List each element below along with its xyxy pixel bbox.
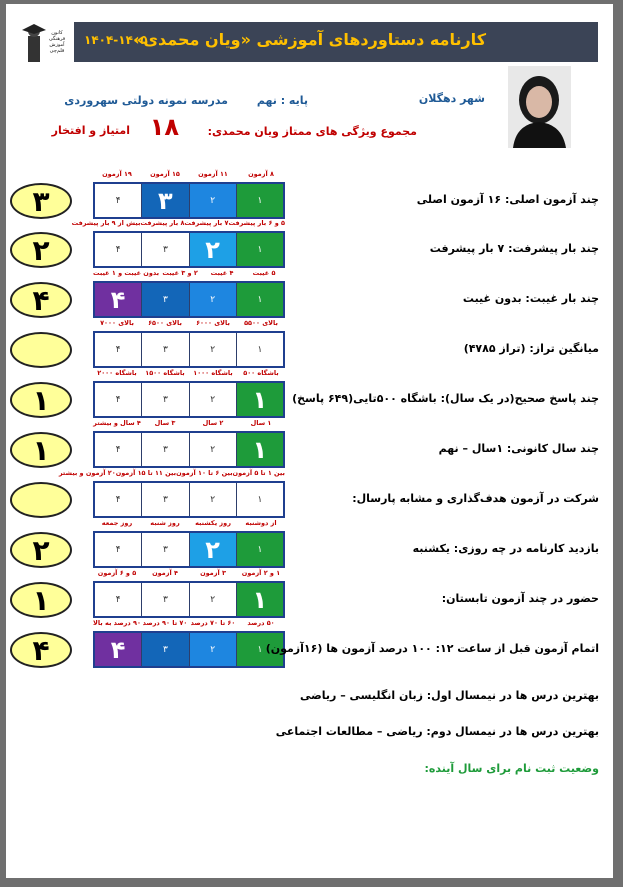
row-question: چند سال کانونی: ۱سال – نهم xyxy=(438,442,599,455)
row-header-label: ۸ بار پیشرفت xyxy=(140,219,185,227)
row-headers xyxy=(58,469,285,481)
row-header-label: ۵۰ درصد xyxy=(247,619,275,627)
row-header-label: بدون غیبت و ۱ غیبت xyxy=(92,269,160,277)
school-name: مدرسه نمونه دولتی سهروردی xyxy=(64,94,228,107)
row-header-label: بین ۶ تا ۱۰ آزمون xyxy=(176,469,233,477)
total-score: ۱۸ xyxy=(149,113,179,141)
row-header-label: باشگاه ۱۰۰۰ xyxy=(193,369,233,377)
row-headers xyxy=(93,419,285,431)
row-header-label: ۱۵ آزمون xyxy=(150,170,180,178)
row-header-label: از دوشنبه xyxy=(245,519,277,527)
score-cell: ۲ xyxy=(189,383,236,416)
row-question: میانگین تراز: (تراز ۴۷۸۵) xyxy=(463,342,599,355)
score-cell: ۳ xyxy=(141,633,188,666)
score-grid xyxy=(93,531,285,568)
score-cell: ۱ xyxy=(236,233,283,266)
score-cell: ۴ xyxy=(95,633,141,666)
row-header-label: ۷۰ تا ۹۰ درصد xyxy=(142,619,188,627)
row-header-label: روز یکشنبه xyxy=(195,519,231,527)
row-score-badge: ۴ xyxy=(10,632,72,668)
score-cell: ۳ xyxy=(141,233,188,266)
row-header-label: ۲ سال xyxy=(202,419,224,427)
score-cell: ۲ xyxy=(189,433,236,466)
row-header-label: باشگاه ۱۵۰۰ xyxy=(145,369,185,377)
score-grid xyxy=(93,481,285,518)
row-question: چند بار غیبت: بدون غیبت xyxy=(462,292,599,305)
institute-logo xyxy=(20,22,68,64)
row-header-label: باشگاه ۵۰۰ xyxy=(243,369,279,377)
score-cell: ۴ xyxy=(95,333,141,366)
row-question: چند آزمون اصلی: ۱۶ آزمون اصلی xyxy=(416,193,599,206)
row-headers xyxy=(93,170,285,182)
score-cell: ۳ xyxy=(141,333,188,366)
row-header-label: ۸ آزمون xyxy=(248,170,274,178)
row-header-label: ۲۰ آزمون و بیشتر xyxy=(58,469,116,477)
row-headers xyxy=(93,269,285,281)
row-header-label: ۷ بار پیشرفت xyxy=(184,219,229,227)
row-score-badge: ۱ xyxy=(10,582,72,618)
city: شهر دهگلان xyxy=(418,92,485,105)
score-grid xyxy=(93,182,285,219)
row-header-label: ۱ و ۲ آزمون xyxy=(241,569,281,577)
score-grid xyxy=(93,581,285,618)
row-score-badge: ۴ xyxy=(10,282,72,318)
title-bar xyxy=(74,22,598,62)
score-grid xyxy=(93,281,285,318)
score-cell: ۲ xyxy=(189,483,236,516)
score-cell: ۴ xyxy=(95,483,141,516)
score-cell: ۲ xyxy=(189,533,236,566)
score-cell: ۱ xyxy=(236,333,283,366)
score-cell: ۲ xyxy=(189,283,236,316)
score-cell: ۴ xyxy=(95,283,141,316)
row-headers xyxy=(93,369,285,381)
score-grid xyxy=(93,631,285,668)
row-headers xyxy=(93,569,285,581)
score-cell: ۳ xyxy=(141,283,188,316)
row-question: اتمام آزمون قبل از ساعت ۱۲: ۱۰۰ درصد آزمون ها (۱۶آزمون) xyxy=(265,642,599,655)
score-cell: ۴ xyxy=(95,433,141,466)
row-header-label: ۵ و ۶ آزمون xyxy=(97,569,137,577)
row-header-label: روز جمعه xyxy=(101,519,133,527)
score-cell: ۲ xyxy=(189,184,236,217)
score-cell: ۱ xyxy=(236,633,283,666)
grade: پایه : نهم xyxy=(256,94,308,107)
row-question: چند پاسخ صحیح(در یک سال): باشگاه ۵۰۰تایی(۶۴۹ پاسخ) xyxy=(292,392,599,405)
row-header-label: ۴ غیبت xyxy=(210,269,234,277)
row-headers xyxy=(93,319,285,331)
row-header-label: ۴ سال و بیشتر xyxy=(93,419,141,427)
score-cell: ۱ xyxy=(236,184,283,217)
row-header-label: بین ۱۱ تا ۱۵ آزمون xyxy=(115,469,177,477)
report-title: کارنامه دستاوردهای آموزشی «ویان محمدی» xyxy=(133,30,486,49)
registration-status: وضعیت ثبت نام برای سال آینده: xyxy=(424,762,599,775)
row-header-label: ۶۰ تا ۷۰ درصد xyxy=(190,619,236,627)
total-unit: امتیاز و افتخار xyxy=(51,124,130,137)
row-header-label: بین ۱ تا ۵ آزمون xyxy=(232,469,285,477)
row-score-badge: ۱ xyxy=(10,382,72,418)
score-cell: ۳ xyxy=(141,583,188,616)
row-header-label: ۴ آزمون xyxy=(152,569,178,577)
row-score-badge: ۱ xyxy=(10,432,72,468)
row-header-label: بالای ۵۵۰۰ xyxy=(244,319,278,327)
row-header-label: ۱ سال xyxy=(250,419,272,427)
score-cell: ۳ xyxy=(141,383,188,416)
row-score-badge xyxy=(10,482,72,518)
student-photo xyxy=(508,66,571,148)
total-label: مجموع ویژگی های ممتاز ویان محمدی: xyxy=(207,125,417,138)
row-header-label: بالای ۶۵۰۰ xyxy=(148,319,182,327)
score-cell: ۱ xyxy=(236,533,283,566)
score-cell: ۳ xyxy=(141,433,188,466)
row-headers xyxy=(93,619,285,631)
score-cell: ۲ xyxy=(189,633,236,666)
row-headers xyxy=(71,219,285,231)
row-header-label: ۳ سال xyxy=(154,419,176,427)
score-cell: ۲ xyxy=(189,233,236,266)
score-cell: ۴ xyxy=(95,383,141,416)
row-header-label: ۵ غیبت xyxy=(252,269,276,277)
best-subjects-first-semester: بهترین درس ها در نیمسال اول: زبان انگلیسی – ریاضی xyxy=(300,689,599,702)
row-header-label: ۱۱ آزمون xyxy=(198,170,228,178)
score-cell: ۱ xyxy=(236,433,283,466)
row-header-label: ۹۰ درصد به بالا xyxy=(93,619,141,627)
row-header-label: باشگاه ۲۰۰۰ xyxy=(97,369,137,377)
row-header-label: بالای ۷۰۰۰ xyxy=(100,319,134,327)
row-question: چند بار پیشرفت: ۷ بار پیشرفت xyxy=(429,242,599,255)
score-cell: ۴ xyxy=(95,533,141,566)
score-cell: ۲ xyxy=(189,333,236,366)
score-cell: ۳ xyxy=(141,533,188,566)
score-cell: ۳ xyxy=(141,483,188,516)
score-grid xyxy=(93,331,285,368)
score-cell: ۴ xyxy=(95,583,141,616)
row-header-label: ۳ آزمون xyxy=(200,569,226,577)
row-header-label: ۱۹ آزمون xyxy=(102,170,132,178)
score-cell: ۱ xyxy=(236,383,283,416)
row-score-badge: ۳ xyxy=(10,183,72,219)
academic-year: ۱۴۰۴-۱۴۰۵ xyxy=(84,33,148,47)
score-cell: ۳ xyxy=(141,184,188,217)
row-question: بازدید کارنامه در چه روزی: یکشنبه xyxy=(412,542,599,555)
row-header-label: ۲ و ۳ غیبت xyxy=(162,269,198,277)
row-header-label: بیش از ۹ بار پیشرفت xyxy=(71,219,141,227)
row-header-label: بالای ۶۰۰۰ xyxy=(196,319,230,327)
score-grid xyxy=(93,431,285,468)
row-header-label: ۵ و ۶ بار پیشرفت xyxy=(228,219,285,227)
row-score-badge: ۲ xyxy=(10,532,72,568)
row-header-label: روز شنبه xyxy=(150,519,180,527)
row-question: حضور در چند آزمون تابستان: xyxy=(441,592,599,605)
row-headers xyxy=(93,519,285,531)
logo-text: کانون فرهنگی آموزش قلم‌چی xyxy=(48,30,66,54)
best-subjects-second-semester: بهترین درس ها در نیمسال دوم: ریاضی – مطالعات اجتماعی xyxy=(275,725,599,738)
score-cell: ۱ xyxy=(236,583,283,616)
score-cell: ۴ xyxy=(95,233,141,266)
row-score-badge: ۲ xyxy=(10,232,72,268)
score-cell: ۴ xyxy=(95,184,141,217)
score-cell: ۲ xyxy=(189,583,236,616)
score-cell: ۱ xyxy=(236,483,283,516)
row-question: شرکت در آزمون هدف‌گذاری و مشابه پارسال: xyxy=(352,492,599,505)
score-grid xyxy=(93,231,285,268)
score-grid xyxy=(93,381,285,418)
score-cell: ۱ xyxy=(236,283,283,316)
row-score-badge xyxy=(10,332,72,368)
